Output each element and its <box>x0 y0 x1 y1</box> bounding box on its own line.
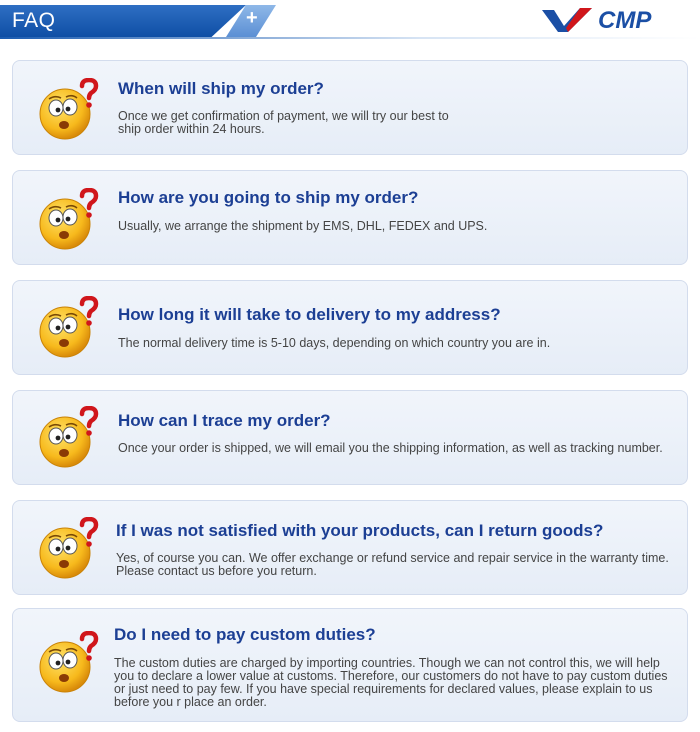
confused-face-icon <box>37 188 101 252</box>
faq-question: If I was not satisfied with your products, can I return goods? <box>116 521 604 540</box>
faq-card <box>12 280 688 375</box>
faq-question: How long it will take to delivery to my address? <box>118 305 501 324</box>
faq-answer-text: Once we get confirmation of payment, we will try our best to ship order within 24 hours. <box>118 109 449 136</box>
faq-answer: The normal delivery time is 5-10 days, depending on which country you are in. <box>118 336 551 350</box>
header-divider <box>0 37 700 39</box>
faq-answer: Once your order is shipped, we will email you the shipping information, as well as tracking number. <box>118 441 663 455</box>
confused-face-icon <box>37 517 101 581</box>
page-title: FAQ <box>12 9 56 32</box>
faq-card <box>12 390 688 485</box>
logo-text: CMP <box>598 7 652 34</box>
faq-answer: The custom duties are charged by importing countries. Though we can not control this, we will help you to declare a lower value at customs. Therefore, our customers do not have to pay custom duties or just need to pay few. If you have special requirements for declared values, please explain to us before you r place an order. <box>114 656 668 709</box>
faq-question: Do I need to pay custom duties? <box>114 625 376 644</box>
faq-question: When will ship my order? <box>118 79 324 98</box>
faq-card <box>12 608 688 722</box>
vcmp-logo <box>540 4 690 34</box>
faq-card <box>12 170 688 265</box>
faq-answer: Yes, of course you can. We offer exchange or refund service and repair service in the warranty time. Please contact us before you return. <box>116 551 669 578</box>
header <box>0 0 700 44</box>
faq-card <box>12 500 688 595</box>
confused-face-icon <box>37 631 101 695</box>
faq-question: How can I trace my order? <box>118 411 331 430</box>
confused-face-icon <box>37 406 101 470</box>
faq-question: How are you going to ship my order? <box>118 188 419 207</box>
faq-answer: Usually, we arrange the shipment by EMS, DHL, FEDEX and UPS. <box>118 219 488 233</box>
faq-card <box>12 60 688 155</box>
plus-icon: + <box>246 7 258 29</box>
confused-face-icon <box>37 296 101 360</box>
confused-face-icon <box>37 78 101 142</box>
faq-answer <box>118 110 681 136</box>
